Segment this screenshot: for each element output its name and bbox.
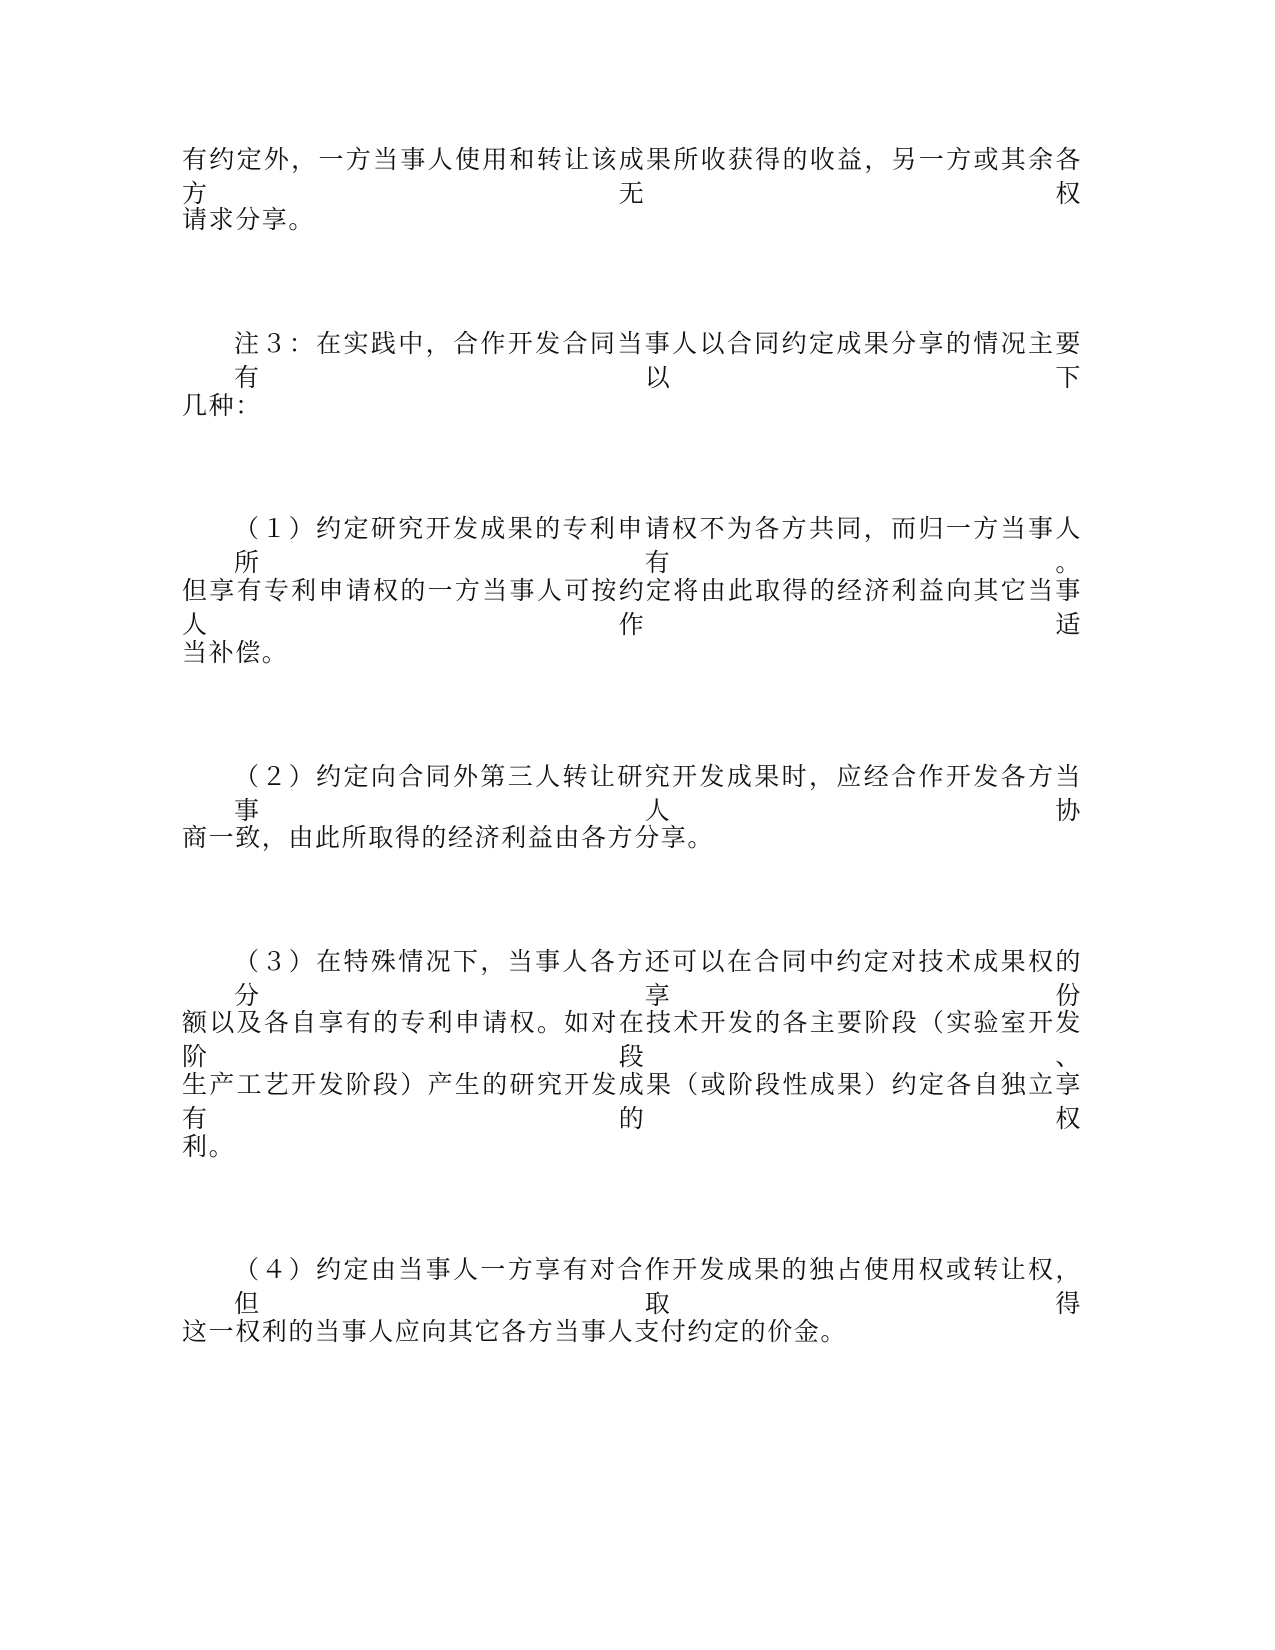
paragraph-line: 利。 [182,1132,236,1161]
paragraph-line: 几种： [182,391,262,420]
paragraph-line: 有约定外，一方当事人使用和转让该成果所收获得的收益，另一方或其余各方无权 [182,145,1082,208]
paragraph-line: 生产工艺开发阶段）产生的研究开发成果（或阶段性成果）约定各自独立享有的权 [182,1070,1082,1133]
list-item-1-line: （１）约定研究开发成果的专利申请权不为各方共同，而归一方当事人所有。 [234,514,1082,577]
list-item-3-line: （３）在特殊情况下，当事人各方还可以在合同中约定对技术成果权的分享份 [234,947,1082,1010]
paragraph-line: 当补偿。 [182,638,289,667]
paragraph-line: 但享有专利申请权的一方当事人可按约定将由此取得的经济利益向其它当事人作适 [182,576,1082,639]
paragraph-line: 请求分享。 [182,205,316,234]
paragraph-line: 这一权利的当事人应向其它各方当事人支付约定的价金。 [182,1317,848,1346]
paragraph-line: 商一致，由此所取得的经济利益由各方分享。 [182,823,715,852]
list-item-2-line: （２）约定向合同外第三人转让研究开发成果时，应经合作开发各方当事人协 [234,762,1082,825]
list-item-4-line: （４）约定由当事人一方享有对合作开发成果的独占使用权或转让权，但取得 [234,1255,1082,1318]
note-3-heading-line: 注３：在实践中，合作开发合同当事人以合同约定成果分享的情况主要有以下 [234,329,1082,392]
paragraph-line: 额以及各自享有的专利申请权。如对在技术开发的各主要阶段（实验室开发阶段、 [182,1008,1082,1071]
